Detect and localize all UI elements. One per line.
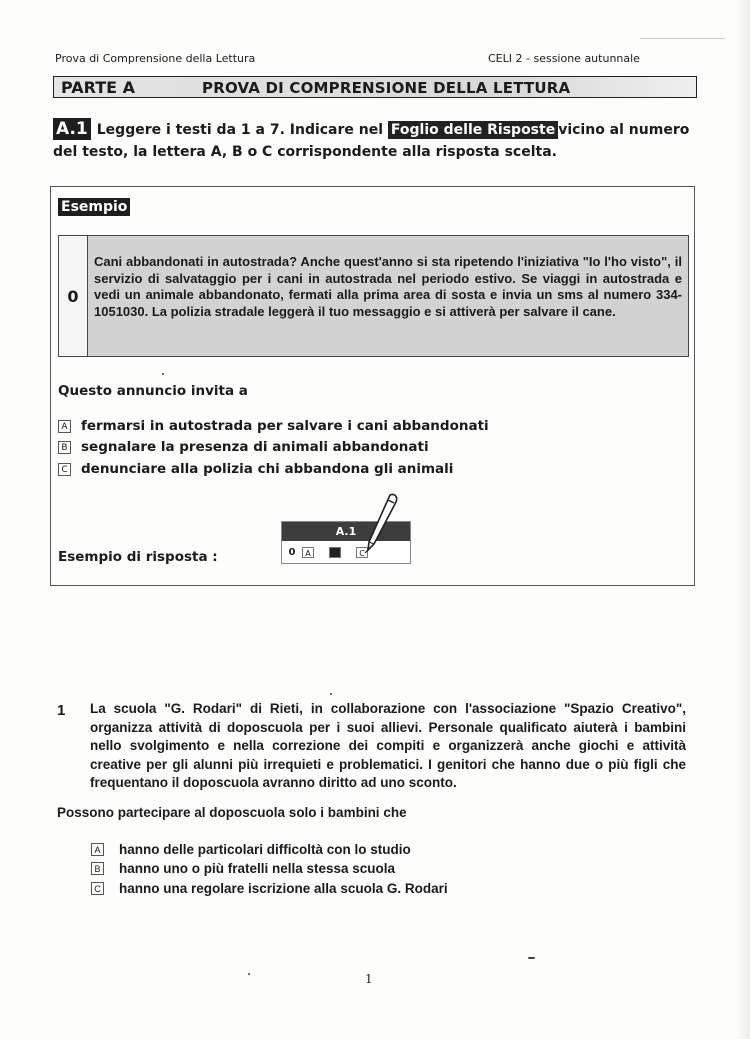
- instruction: [53, 118, 698, 163]
- option-text: hanno uno o più fratelli nella stessa scuola: [119, 861, 396, 876]
- header-left: Prova di Comprensione della Lettura: [55, 52, 256, 65]
- example-text: Cani abbandonati in autostrada? Anche quest'anno si sta ripetendo l'iniziativa "Io l'ho visto", il servizio di salvataggio per i cani in autostrada nel periodo estivo. Se viaggi in autostrada e vedi un animale abbandonato, fermati alla prima area di sosta e invia un sms al numero 334-1051030. La polizia stradale leggerà il tuo messaggio e si attiverà per salvare il cane.: [88, 236, 688, 356]
- header-right: CELI 2 - sessione autunnale: [488, 52, 640, 65]
- question1-option-a[interactable]: [91, 842, 411, 857]
- option-text: denunciare alla polizia chi abbandona gli animali: [81, 461, 454, 477]
- scan-speck: [248, 973, 250, 975]
- instruction-highlight: Foglio delle Risposte: [388, 121, 558, 139]
- option-text: fermarsi in autostrada per salvare i cani abbandonati: [81, 418, 489, 434]
- part-label: PARTE A: [61, 78, 136, 97]
- scan-top-line: [640, 38, 725, 39]
- example-badge: Esempio: [58, 198, 130, 216]
- part-title: PROVA DI COMPRENSIONE DELLA LETTURA: [202, 79, 571, 97]
- example-question: Questo annuncio invita a: [58, 383, 248, 399]
- answer-cell-a[interactable]: A: [302, 547, 314, 558]
- option-letter-box[interactable]: B: [58, 441, 71, 454]
- answer-cell-b-selected[interactable]: B: [329, 547, 341, 558]
- option-text: hanno delle particolari difficoltà con lo studio: [119, 842, 411, 857]
- scan-speck: [162, 373, 164, 375]
- section-badge: A.1: [53, 118, 91, 140]
- question1-option-b[interactable]: [91, 861, 395, 876]
- option-letter-box[interactable]: A: [91, 843, 104, 856]
- page-number: 1: [365, 972, 373, 986]
- example-option-a[interactable]: [58, 418, 489, 434]
- option-letter-box[interactable]: C: [58, 463, 71, 476]
- option-text: segnalare la presenza di animali abbandonati: [81, 439, 429, 455]
- scan-speck: [528, 957, 535, 959]
- option-letter-box[interactable]: A: [58, 420, 71, 433]
- option-text: hanno una regolare iscrizione alla scuola G. Rodari: [119, 881, 448, 896]
- question1-number: 1: [57, 702, 66, 719]
- pen-icon: [360, 492, 400, 554]
- example-option-c[interactable]: [58, 461, 453, 477]
- instruction-text-before: Leggere i testi da 1 a 7. Indicare nel: [96, 122, 384, 138]
- example-answer-label: Esempio di risposta :: [58, 549, 218, 565]
- example-text-table: [58, 235, 689, 357]
- scan-edge-shadow: [736, 0, 750, 1039]
- option-letter-box[interactable]: C: [91, 882, 104, 895]
- question1-question: Possono partecipare al doposcuola solo i bambini che: [57, 805, 407, 820]
- example-option-b[interactable]: [58, 439, 429, 455]
- answer-cell-c[interactable]: C: [356, 547, 368, 558]
- example-number: 0: [59, 236, 88, 356]
- part-bar: [53, 76, 697, 98]
- scan-speck: [330, 693, 332, 695]
- question1-option-c[interactable]: [91, 881, 448, 896]
- question1-text: La scuola "G. Rodari" di Rieti, in collaborazione con l'associazione "Spazio Creativo", organizza attività di doposcuola per i suoi allievi. Personale qualificato aiuterà i bambini nello svolgimento e nella correzione dei compiti e organizzerà anche giochi e attività creative per gli alunni più irrequieti e problematici. I genitori che hanno due o più figli che frequentano il doposcuola avranno diritto ad uno sconto.: [90, 701, 686, 790]
- option-letter-box[interactable]: B: [91, 862, 104, 875]
- answer-card-header: A.1: [282, 522, 410, 541]
- answer-card-row-number: 0: [288, 546, 296, 558]
- instruction-text-after: vicino al numero del testo, la lettera A, B o C corrispondente alla risposta scelta.: [53, 122, 690, 160]
